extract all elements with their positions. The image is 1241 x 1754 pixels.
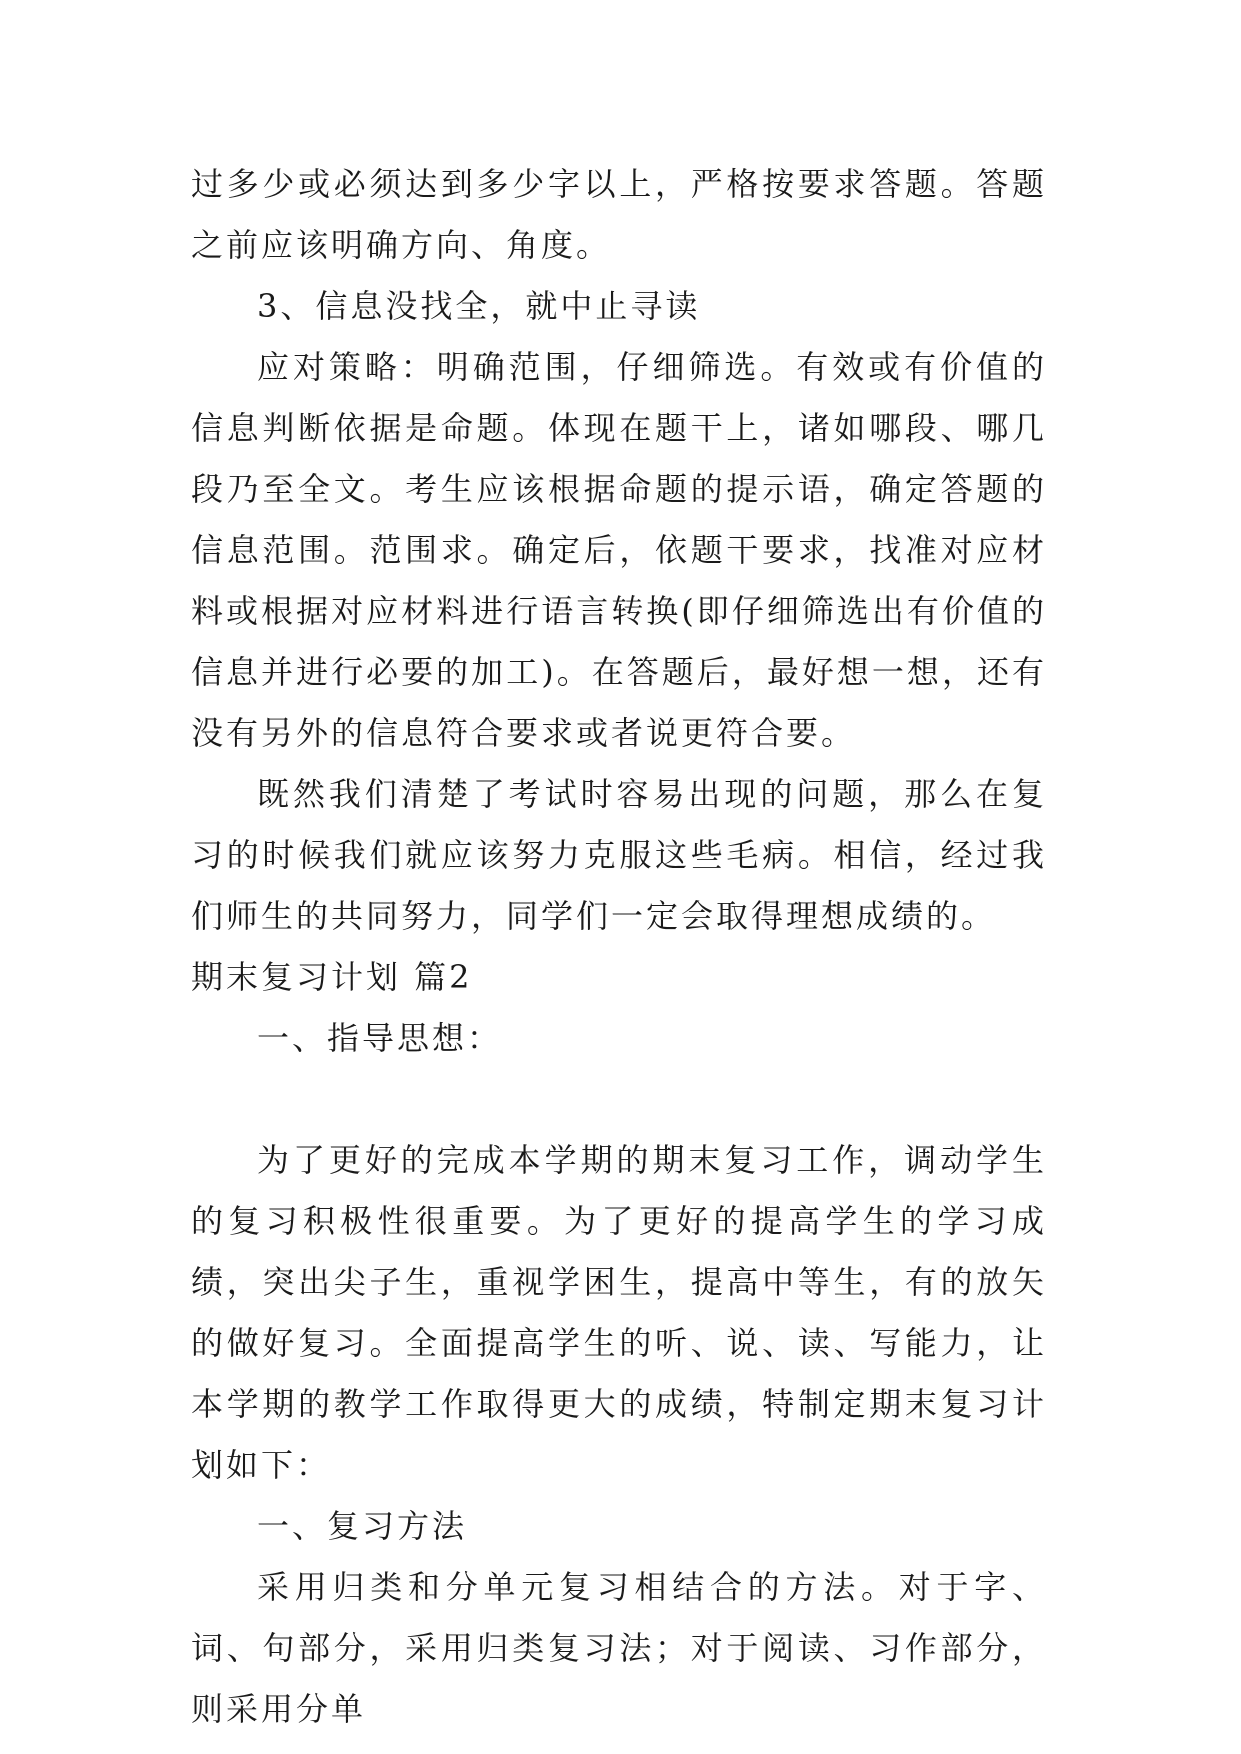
paragraph-conclusion: 既然我们清楚了考试时容易出现的问题，那么在复习的时候我们就应该努力克服这些毛病。相信，经过我们师生的共同努力，同学们一定会取得理想成绩的。 — [191, 775, 1047, 935]
section-heading-3: 3、信息没找全，就中止寻读 — [257, 287, 701, 325]
section-heading-review-method: 一、复习方法 — [257, 1507, 468, 1545]
article-title-part-2: 期末复习计划 篇2 — [191, 958, 473, 996]
paragraph-continuation: 过多少或必须达到多少字以上，严格按要求答题。答题之前应该明确方向、角度。 — [191, 165, 1047, 264]
blank-line — [191, 1069, 1047, 1130]
paragraph-strategy: 应对策略：明确范围，仔细筛选。有效或有价值的信息判断依据是命题。体现在题干上，诸如哪段、哪几段乃至全文。考生应该根据命题的提示语，确定答题的信息范围。范围求。确定后，依题干要求，找准对应材料或根据对应材料进行语言转换(即仔细筛选出有价值的信息并进行必要的加工)。在答题后，最好想一想，还有没有另外的信息符合要求或者说更符合要。 — [191, 348, 1047, 752]
paragraph-guiding-thought: 为了更好的完成本学期的期末复习工作，调动学生的复习积极性很重要。为了更好的提高学生的学习成绩，突出尖子生，重视学困生，提高中等生，有的放矢的做好复习。全面提高学生的听、说、读、写能力，让本学期的教学工作取得更大的成绩，特制定期末复习计划如下： — [191, 1141, 1047, 1484]
document-body — [191, 154, 1047, 1740]
paragraph-review-method: 采用归类和分单元复习相结合的方法。对于字、词、句部分，采用归类复习法；对于阅读、习作部分，则采用分单 — [191, 1568, 1047, 1728]
section-heading-guiding-thought: 一、指导思想： — [257, 1019, 503, 1057]
